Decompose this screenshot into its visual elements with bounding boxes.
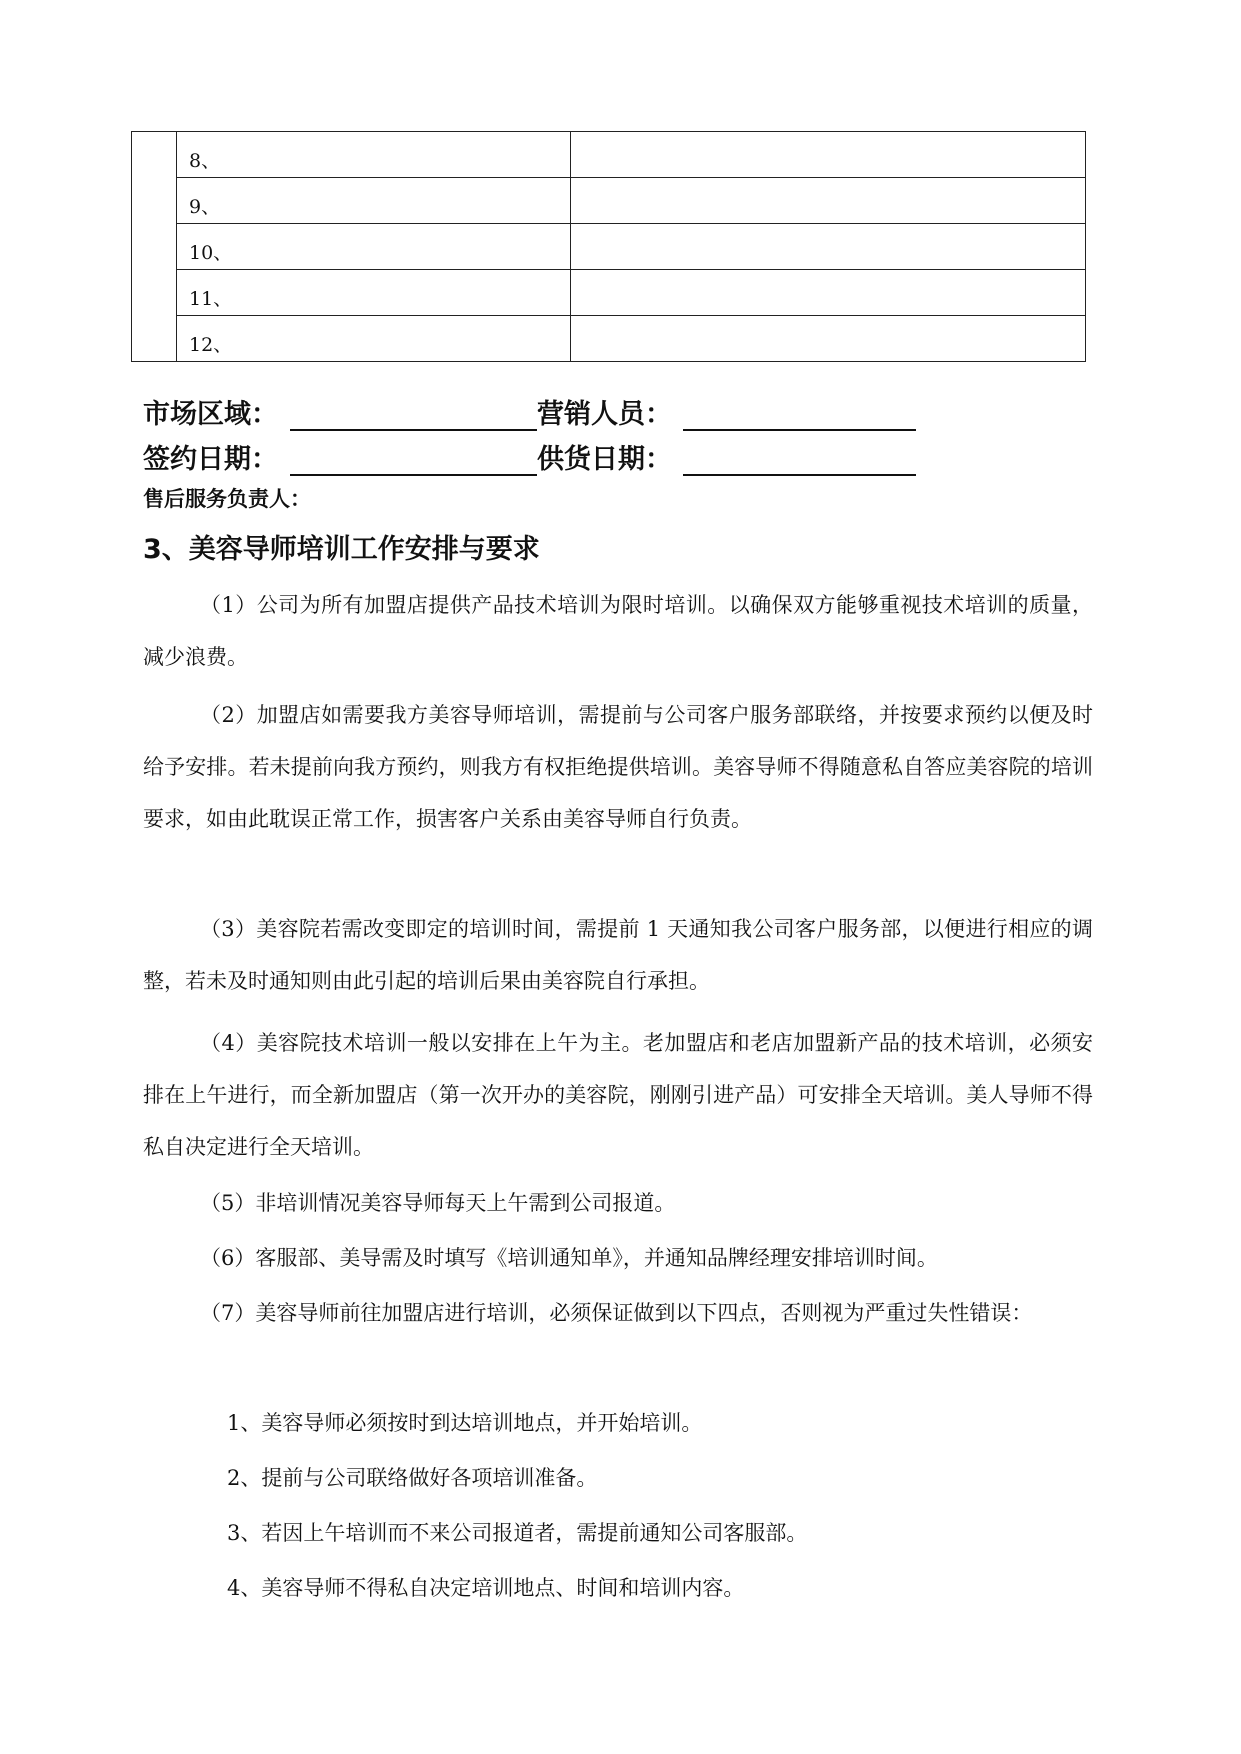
- row-number: 10、: [177, 224, 571, 270]
- paragraph: （3）美容院若需改变即定的培训时间，需提前 1 天通知我公司客户服务部，以便进行相应的调整，若未及时通知则由此引起的培训后果由美容院自行承担。: [143, 917, 1093, 993]
- list-item: 1、美容导师必须按时到达培训地点，并开始培训。: [227, 1411, 703, 1435]
- form-row-1: [143, 392, 916, 431]
- table-row: [132, 316, 1086, 362]
- blank-cell: [132, 270, 177, 316]
- list-item: 3、若因上午培训而不来公司报道者，需提前通知公司客服部。: [227, 1521, 808, 1545]
- table-row: [132, 224, 1086, 270]
- row-value: [571, 132, 1086, 178]
- supply-date-label: 供货日期：: [537, 444, 672, 475]
- paragraph: （5）非培训情况美容导师每天上午需到公司报道。: [200, 1191, 676, 1215]
- paragraph: （1）公司为所有加盟店提供产品技术培训为限时培训。以确保双方能够重视技术培训的质量，减少浪费。: [143, 593, 1093, 669]
- row-number: 9、: [177, 178, 571, 224]
- row-value: [571, 224, 1086, 270]
- supply-date-field[interactable]: [683, 444, 916, 476]
- continuation-table: [131, 131, 1086, 362]
- row-number: 8、: [177, 132, 571, 178]
- list-item: 4、美容导师不得私自决定培训地点、时间和培训内容。: [227, 1576, 745, 1600]
- table-row: [132, 270, 1086, 316]
- table-row: [132, 132, 1086, 178]
- row-value: [571, 178, 1086, 224]
- blank-cell: [132, 132, 177, 178]
- blank-cell: [132, 224, 177, 270]
- paragraph: （4）美容院技术培训一般以安排在上午为主。老加盟店和老店加盟新产品的技术培训，必须安排在上午进行，而全新加盟店（第一次开办的美容院，刚刚引进产品）可安排全天培训。美人导师不得私自决定进行全天培训。: [143, 1031, 1093, 1159]
- form-row-2: [143, 437, 916, 476]
- sign-date-field[interactable]: [290, 444, 537, 476]
- paragraph: （7）美容导师前往加盟店进行培训，必须保证做到以下四点，否则视为严重过失性错误：: [200, 1301, 1033, 1325]
- blank-cell: [132, 178, 177, 224]
- sales-staff-label: 营销人员：: [537, 399, 672, 430]
- market-area-label: 市场区域：: [143, 399, 278, 430]
- section-title: 3、美容导师培训工作安排与要求: [143, 534, 540, 565]
- sign-date-label: 签约日期：: [143, 444, 278, 475]
- paragraph: （2）加盟店如需要我方美容导师培训，需提前与公司客户服务部联络，并按要求预约以便及时给予安排。若未提前向我方预约，则我方有权拒绝提供培训。美容导师不得随意私自答应美容院的培训要求，如由此耽误正常工作，损害客户关系由美容导师自行负责。: [143, 703, 1093, 831]
- row-number: 11、: [177, 270, 571, 316]
- row-number: 12、: [177, 316, 571, 362]
- row-value: [571, 316, 1086, 362]
- market-area-field[interactable]: [290, 399, 537, 431]
- sales-staff-field[interactable]: [683, 399, 916, 431]
- list-item: 2、提前与公司联络做好各项培训准备。: [227, 1466, 598, 1490]
- after-sales-label: 售后服务负责人：: [143, 487, 311, 511]
- table-row: [132, 178, 1086, 224]
- paragraph: （6）客服部、美导需及时填写《培训通知单》，并通知品牌经理安排培训时间。: [200, 1246, 938, 1270]
- blank-cell: [132, 316, 177, 362]
- row-value: [571, 270, 1086, 316]
